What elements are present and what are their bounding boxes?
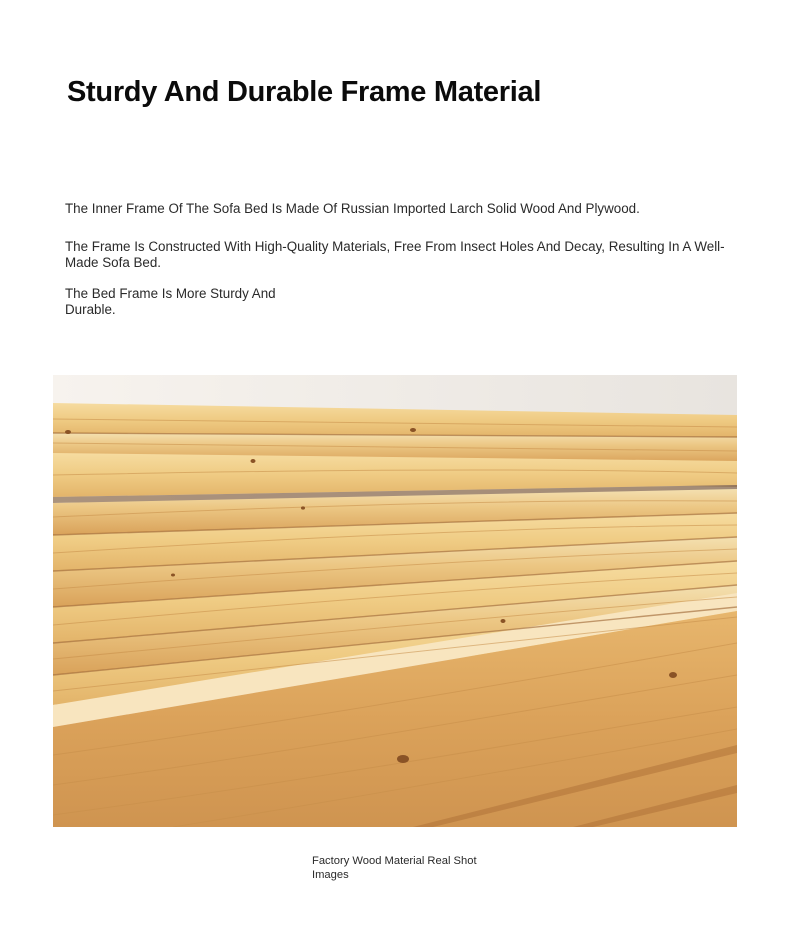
image-caption: Factory Wood Material Real Shot Images bbox=[312, 855, 477, 881]
description-paragraph: The Bed Frame Is More Sturdy And Durable. bbox=[65, 286, 276, 317]
page-title: Sturdy And Durable Frame Material bbox=[67, 76, 542, 108]
wood-planks-photo bbox=[53, 375, 737, 827]
plank-stack bbox=[53, 403, 737, 827]
description-paragraph: The Frame Is Constructed With High-Quality Materials, Free From Insect Holes And Decay, Resulting In A Well-Made Sofa Bed. bbox=[65, 239, 725, 270]
description-paragraph: The Inner Frame Of The Sofa Bed Is Made Of Russian Imported Larch Solid Wood And Plywood. bbox=[65, 201, 640, 216]
wood-planks-illustration bbox=[53, 375, 737, 827]
